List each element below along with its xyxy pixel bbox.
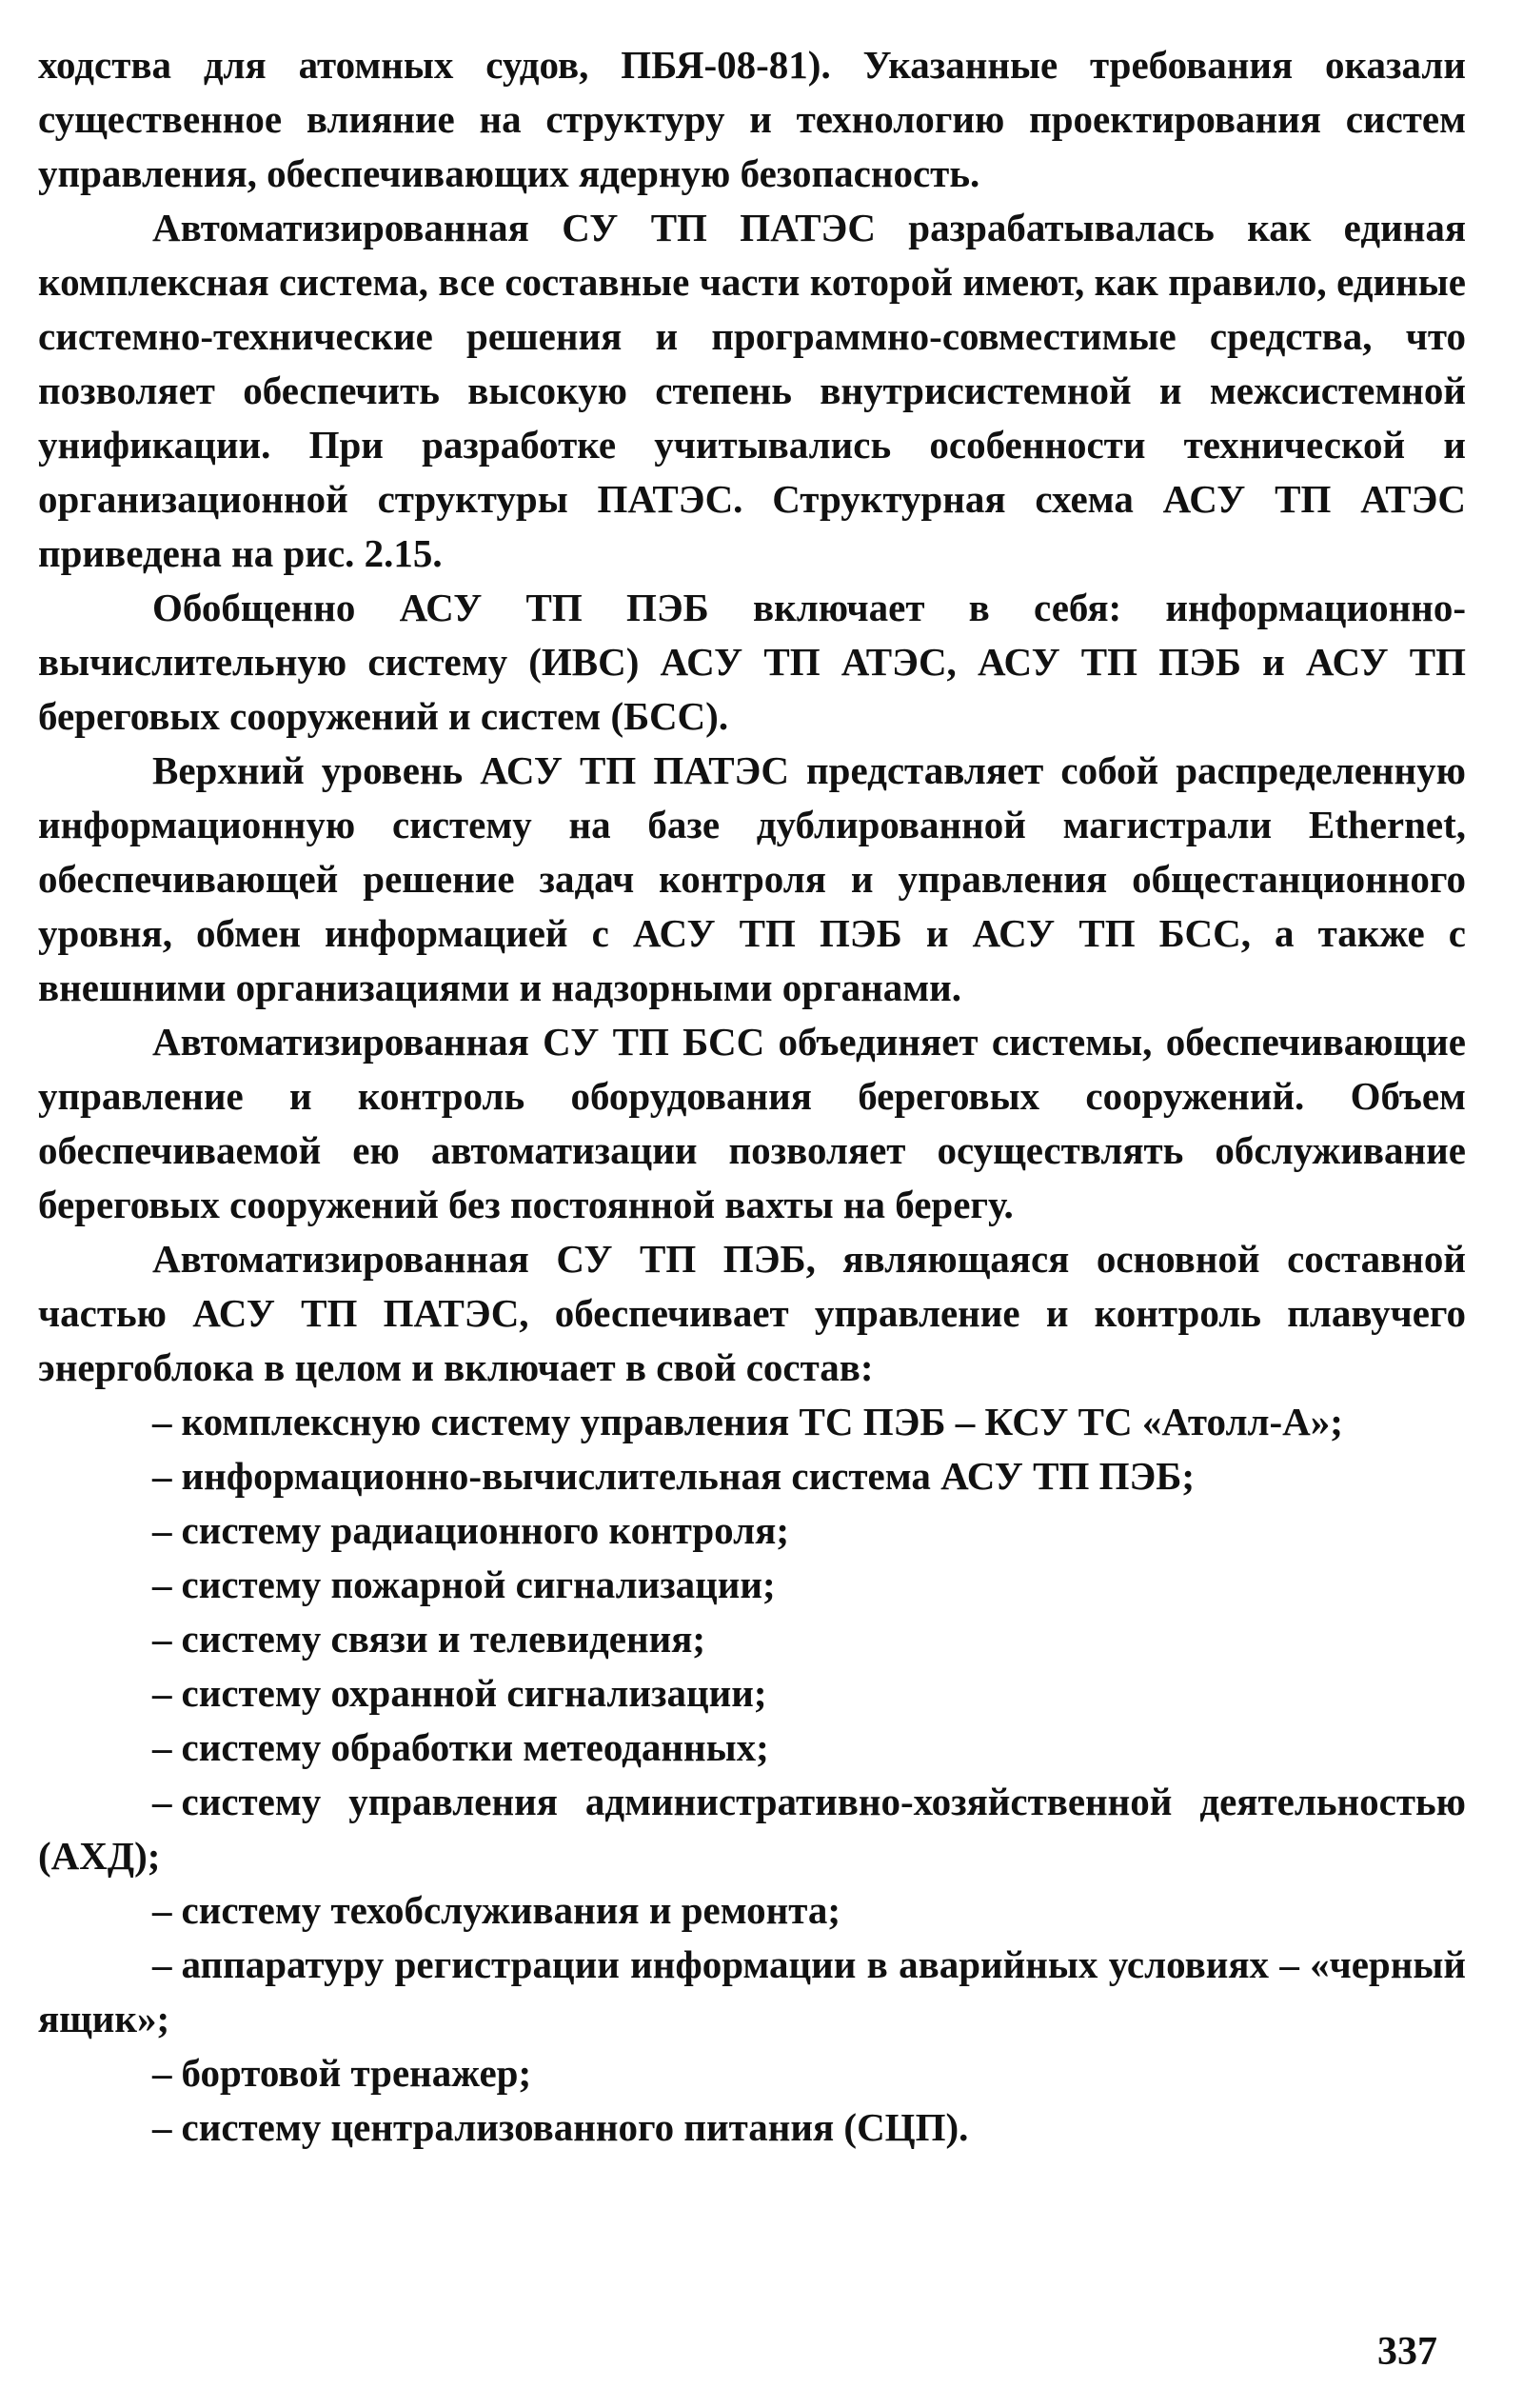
- list-item: – комплексную систему управления ТС ПЭБ – КСУ ТС «Атолл-А»;: [152, 1400, 1343, 1443]
- page-number: 337: [1377, 2330, 1437, 2374]
- list-dash: –: [152, 2105, 172, 2149]
- list-item: – систему техобслуживания и ремонта;: [152, 1888, 841, 1932]
- list-item: – систему обработки метеоданных;: [152, 1725, 769, 1769]
- list-dash: –: [152, 1562, 172, 1606]
- list-dash: –: [152, 1725, 172, 1769]
- list-item: – бортовой тренажер;: [152, 2051, 532, 2095]
- list-item: – систему радиационного контроля;: [152, 1508, 789, 1552]
- list-item: – аппаратуру регистрации информации в аварийных условиях – «черный ящик»;: [38, 1942, 1466, 2040]
- list-dash: –: [152, 1942, 172, 1986]
- list-item: – систему пожарной сигнализации;: [152, 1562, 776, 1606]
- paragraph-patec-su-tp: Автоматизированная СУ ТП ПАТЭС разрабатывалась как единая комплексная система, все составные части которой имеют, как правило, единые системно-технические решения и программно-совместимые средства, что позволяет обеспечить высокую степень внутрисистемной и межсистемной унификации. При разработке учитывались особенности технической и организационной структуры ПАТЭС. Структурная схема АСУ ТП АТЭС приведена на рис. 2.15.: [38, 206, 1466, 575]
- composition-list: [38, 1395, 1466, 2155]
- list-dash: –: [152, 2051, 172, 2095]
- list-dash: –: [152, 1617, 172, 1661]
- paragraph-asu-tp-peb-overview: Обобщенно АСУ ТП ПЭБ включает в себя: информационно-вычислительную систему (ИВС) АСУ ТП АТЭС, АСУ ТП ПЭБ и АСУ ТП береговых сооружений и систем (БСС).: [38, 586, 1466, 738]
- list-item: – систему связи и телевидения;: [152, 1617, 706, 1661]
- document-page: [38, 38, 1466, 2380]
- list-item: – систему охранной сигнализации;: [152, 1671, 767, 1715]
- paragraph-intro: ходства для атомных судов, ПБЯ-08-81). Указанные требования оказали существенное влияние на структуру и технологию проектирования систем управления, обеспечивающих ядерную безопасность.: [38, 43, 1466, 195]
- list-item: – систему управления административно-хозяйственной деятельностью (АХД);: [38, 1780, 1466, 1878]
- list-dash: –: [152, 1454, 172, 1498]
- list-dash: –: [152, 1400, 172, 1443]
- list-item: – информационно-вычислительная система АСУ ТП ПЭБ;: [152, 1454, 1196, 1498]
- list-item: – систему централизованного питания (СЦП).: [152, 2105, 969, 2149]
- paragraph-upper-level: Верхний уровень АСУ ТП ПАТЭС представляет собой распределенную информационную систему на базе дублированной магистрали Ethernet, обеспечивающей решение задач контроля и управления общестанционного уровня, обмен информацией с АСУ ТП ПЭБ и АСУ ТП БСС, а также с внешними организациями и надзорными органами.: [38, 748, 1466, 1009]
- list-dash: –: [152, 1671, 172, 1715]
- list-dash: –: [152, 1888, 172, 1932]
- paragraph-su-tp-bss: Автоматизированная СУ ТП БСС объединяет системы, обеспечивающие управление и контроль оборудования береговых сооружений. Объем обеспечиваемой ею автоматизации позволяет осуществлять обслуживание береговых сооружений без постоянной вахты на берегу.: [38, 1020, 1466, 1226]
- list-dash: –: [152, 1508, 172, 1552]
- paragraph-su-tp-peb: Автоматизированная СУ ТП ПЭБ, являющаяся основной составной частью АСУ ТП ПАТЭС, обеспечивает управление и контроль плавучего энергоблока в целом и включает в свой состав:: [38, 1237, 1466, 1389]
- list-dash: –: [152, 1780, 172, 1823]
